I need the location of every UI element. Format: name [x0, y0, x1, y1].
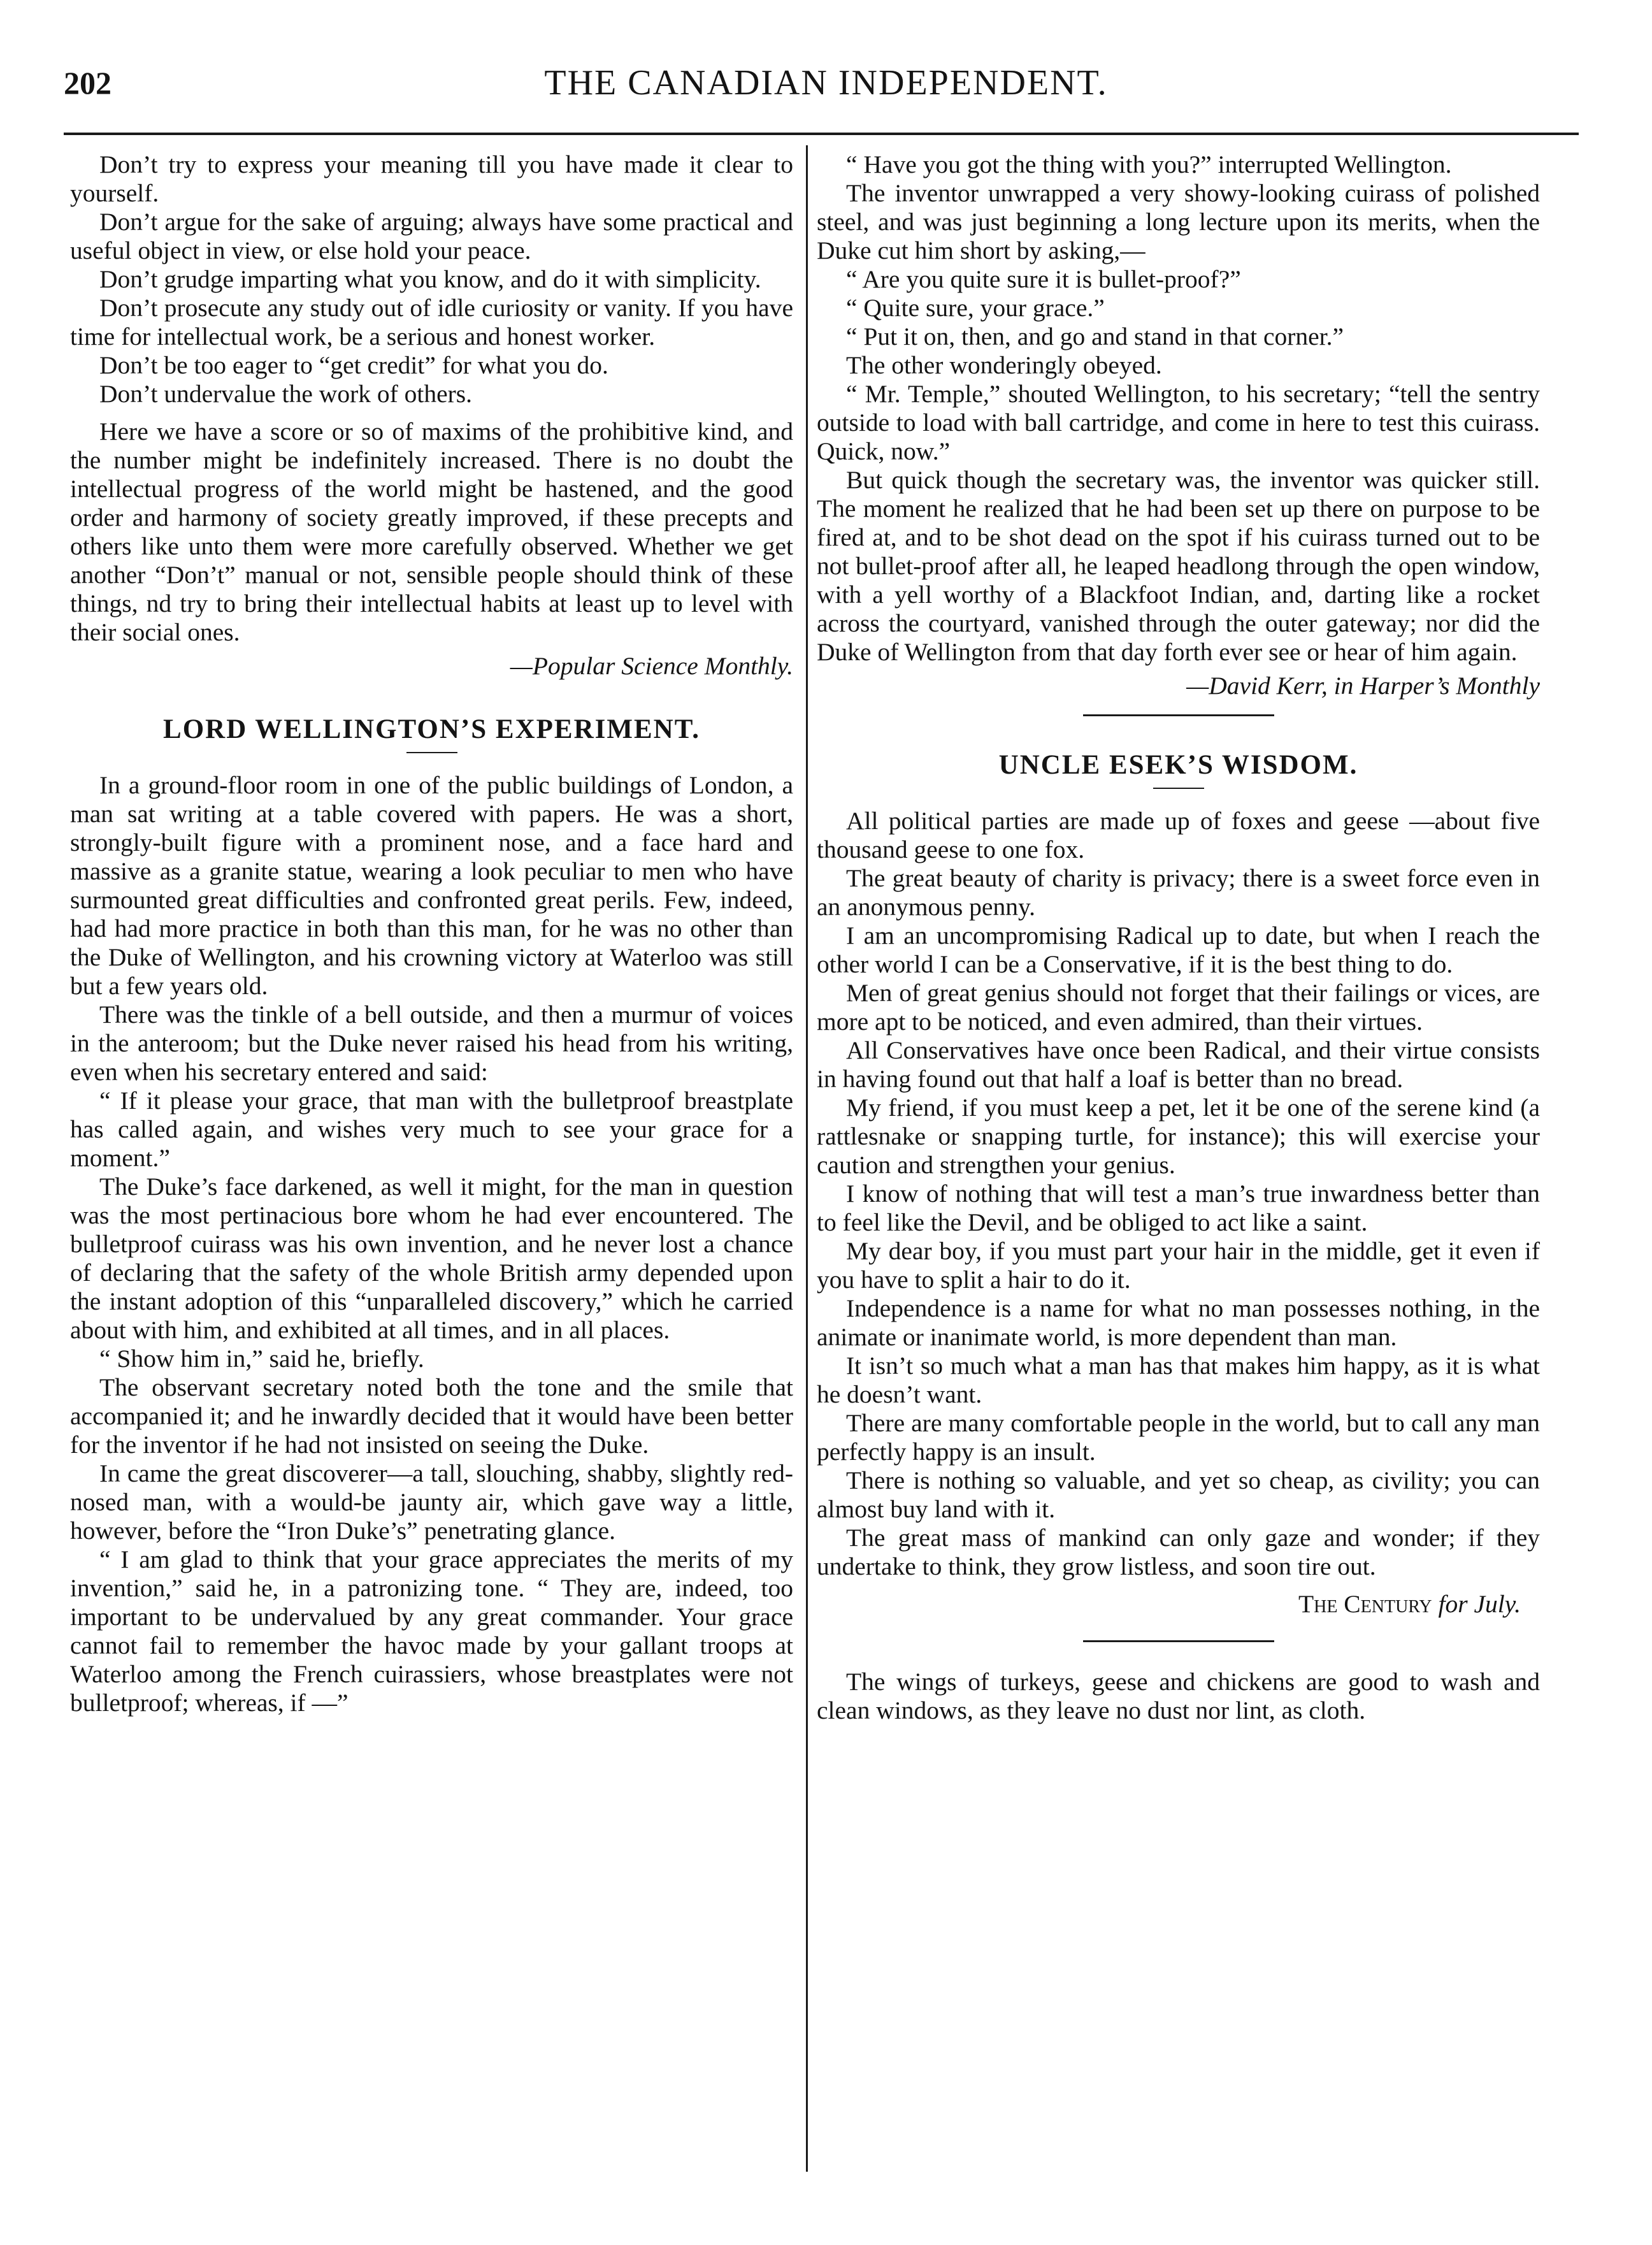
wisdom-paragraph: My friend, if you must keep a pet, let it be one of the serene kind (a rattlesnake or snapping turtle, for instance); this will exercise your caution and strengthen your genius.	[817, 1094, 1540, 1179]
article-paragraph: In a ground-floor room in one of the public buildings of London, a man sat writing at a table covered with papers. He was a short, strongly-built figure with a prominent nose, and a face hard and massive as a granite statue, wearing a look peculiar to men who have surmounted great difficulties and confronted great perils. Few, indeed, had had more practice in both than this man, for he was no other than the Duke of Wellington, and his crowning victory at Waterloo was still but a few years old.	[70, 771, 793, 1000]
left-column	[70, 150, 793, 1717]
heading-rule	[1153, 788, 1204, 789]
wisdom-source	[817, 1590, 1521, 1619]
article-paragraph: “ Quite sure, your grace.”	[846, 294, 1105, 322]
page-header	[0, 64, 1652, 121]
wisdom-paragraph: Independence is a name for what no man possesses nothing, in the animate or inanimate world, is more dependent than man.	[817, 1294, 1540, 1351]
article-paragraph: The inventor unwrapped a very showy-looking cuirass of polished steel, and was just beginning a long lecture upon its merits, when the Duke cut him short by asking,—	[817, 179, 1540, 264]
article-paragraph: “ If it please your grace, that man with the bulletproof breastplate has called again, and wishes very much to see your grace for a moment.”	[70, 1086, 793, 1172]
wisdom-paragraph: All political parties are made up of foxes and geese —about five thousand geese to one fox.	[817, 807, 1540, 863]
maxims-summary: Here we have a score or so of maxims of the prohibitive kind, and the number might be indefinitely increased. There is no doubt the intellectual progress of the world might be hastened, and the good order and harmony of society greatly improved, if these precepts and others like unto them were more carefully observed. Whether we get another “Don’t” manual or not, sensible people should think of these things, nd try to bring their intellectual habits at least up to level with their social ones.	[70, 417, 793, 646]
maxim: Don’t try to express your meaning till you have made it clear to yourself.	[70, 150, 793, 207]
closing-paragraph: The wings of turkeys, geese and chickens are good to wash and clean windows, as they leave no dust nor lint, as cloth.	[817, 1668, 1540, 1724]
column-divider	[806, 145, 808, 2172]
spacer	[70, 408, 793, 417]
article-paragraph: In came the great discoverer—a tall, slouching, shabby, slightly red-nosed man, with a would-be jaunty air, which gave way a little, however, before the “Iron Duke’s” penetrating glance.	[70, 1459, 793, 1545]
maxim: Don’t be too eager to “get credit” for what you do.	[99, 351, 608, 379]
wisdom-paragraph: I am an uncompromising Radical up to date, but when I reach the other world I can be a Conservative, if it is the best thing to do.	[817, 921, 1540, 978]
page-number: 202	[64, 65, 111, 101]
publication-title: THE CANADIAN INDEPENDENT.	[544, 63, 1108, 103]
article-paragraph: The other wonderingly obeyed.	[846, 351, 1162, 379]
article-paragraph: “ Put it on, then, and go and stand in that corner.”	[846, 322, 1344, 350]
article-heading: LORD WELLINGTON’S EXPERIMENT.	[163, 714, 700, 744]
maxim: Don’t grudge imparting what you know, and do it with simplicity.	[99, 265, 761, 293]
article-paragraph: “ Have you got the thing with you?” interrupted Wellington.	[846, 150, 1452, 178]
article-paragraph: The Duke’s face darkened, as well it might, for the man in question was the most pertinacious bore whom he had ever encountered. The bulletproof cuirass was his own invention, and he never lost a chance of declaring that the safety of the whole British army depended upon the instant adoption of this “unparalleled discovery,” which he carried about with him, and exhibited at all times, and in all places.	[70, 1173, 793, 1344]
wisdom-heading: UNCLE ESEK’S WISDOM.	[998, 750, 1358, 780]
article-paragraph: “ Mr. Temple,” shouted Wellington, to his secretary; “tell the sentry outside to load with ball cartridge, and come in here to test this cuirass. Quick, now.”	[817, 380, 1540, 465]
maxim: Don’t argue for the sake of arguing; always have some practical and useful object in view, or else hold your peace.	[70, 208, 793, 264]
article-paragraph: “ Are you quite sure it is bullet-proof?”	[846, 265, 1241, 293]
wisdom-paragraph: All Conservatives have once been Radical, and their virtue consists in having found out that half a loaf is better than no bread.	[817, 1036, 1540, 1093]
wisdom-paragraph: It isn’t so much what a man has that makes him happy, as it is what he doesn’t want.	[817, 1352, 1540, 1408]
article-paragraph: The observant secretary noted both the tone and the smile that accompanied it; and he inwardly decided that it would have been better for the inventor if he had not insisted on seeing the Duke.	[70, 1373, 793, 1459]
wisdom-paragraph: The great beauty of charity is privacy; there is a sweet force even in an anonymous penny.	[817, 864, 1540, 921]
wisdom-paragraph: There are many comfortable people in the world, but to call any man perfectly happy is an insult.	[817, 1409, 1540, 1466]
maxims-source: —Popular Science Monthly.	[510, 652, 793, 680]
heading-rule	[406, 752, 457, 753]
source-issue: for July.	[1438, 1590, 1521, 1618]
right-column	[817, 150, 1540, 1725]
source-publication: The Century	[1298, 1590, 1432, 1618]
section-rule	[1083, 1640, 1274, 1642]
wisdom-paragraph: The great mass of mankind can only gaze and wonder; if they undertake to think, they grow listless, and soon tire out.	[817, 1524, 1540, 1580]
section-rule	[1083, 714, 1274, 716]
wisdom-paragraph: Men of great genius should not forget that their failings or vices, are more apt to be noticed, and even admired, than their virtues.	[817, 979, 1540, 1036]
spacer	[70, 681, 793, 714]
article-paragraph: There was the tinkle of a bell outside, and then a murmur of voices in the anteroom; but the Duke never raised his head from his writing, even when his secretary entered and said:	[70, 1000, 793, 1086]
header-rule	[64, 133, 1579, 135]
maxim: Don’t undervalue the work of others.	[99, 380, 473, 408]
article-paragraph: “ I am glad to think that your grace appreciates the merits of my invention,” said he, in a patronizing tone. “ They are, indeed, too important to be undervalued by any great commander. Your grace cannot fail to remember the havoc made by your gallant troops at Waterloo among the French cuirassiers, whose breastplates were not bulletproof; whereas, if —”	[70, 1545, 793, 1717]
article-source: —David Kerr, in Harper’s Monthly	[1186, 672, 1540, 700]
maxim: Don’t prosecute any study out of idle curiosity or vanity. If you have time for intellectual work, be a serious and honest worker.	[70, 294, 793, 350]
article-paragraph: But quick though the secretary was, the inventor was quicker still. The moment he realized that he had been set up there on purpose to be fired at, and to be shot dead on the spot if his cuirass turned out to be not bullet-proof after all, he leaped headlong through the open window, with a yell worthy of a Blackfoot Indian, and, darting like a rocket across the courtyard, vanished through the outer gateway; nor did the Duke of Wellington from that day forth ever see or hear of him again.	[817, 466, 1540, 666]
wisdom-paragraph: There is nothing so valuable, and yet so cheap, as civility; you can almost buy land with it.	[817, 1466, 1540, 1523]
wisdom-paragraph: I know of nothing that will test a man’s true inwardness better than to feel like the Devil, and be obliged to act like a saint.	[817, 1180, 1540, 1236]
wisdom-paragraph: My dear boy, if you must part your hair in the middle, get it even if you have to split a hair to do it.	[817, 1237, 1540, 1294]
article-paragraph: “ Show him in,” said he, briefly.	[99, 1345, 424, 1373]
